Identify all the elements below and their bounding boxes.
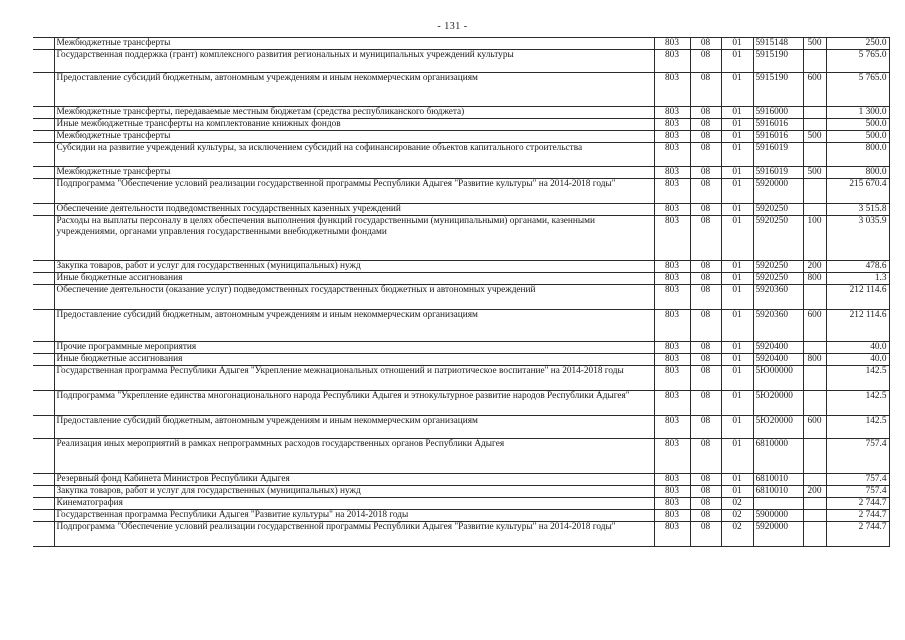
amount-cell: 1 300.0 — [826, 107, 889, 119]
expense-name-cell: Межбюджетные трансферты — [54, 131, 654, 143]
ministry-code-cell: 803 — [654, 107, 690, 119]
expense-type-cell: 500 — [803, 38, 826, 50]
amount-cell: 478.6 — [826, 261, 889, 273]
table-row — [33, 522, 889, 547]
section-code-cell: 08 — [690, 261, 721, 273]
row-spacer-cell — [33, 73, 54, 107]
expense-name-cell: Иные бюджетные ассигнования — [54, 354, 654, 366]
section-code-cell: 08 — [690, 216, 721, 261]
subsection-code-cell: 01 — [721, 50, 753, 73]
expense-type-cell — [803, 391, 826, 416]
table-row — [33, 486, 889, 498]
row-spacer-cell — [33, 510, 54, 522]
expense-type-cell — [803, 439, 826, 474]
ministry-code-cell: 803 — [654, 522, 690, 547]
ministry-code-cell: 803 — [654, 73, 690, 107]
ministry-code-cell: 803 — [654, 285, 690, 310]
target-article-cell: 5916016 — [753, 131, 803, 143]
table-row — [33, 50, 889, 73]
subsection-code-cell: 01 — [721, 416, 753, 439]
expense-name-cell: Кинематография — [54, 498, 654, 510]
table-row — [33, 273, 889, 285]
row-spacer-cell — [33, 285, 54, 310]
subsection-code-cell: 01 — [721, 73, 753, 107]
row-spacer-cell — [33, 216, 54, 261]
ministry-code-cell: 803 — [654, 354, 690, 366]
table-row — [33, 107, 889, 119]
amount-cell: 757.4 — [826, 486, 889, 498]
table-row — [33, 474, 889, 486]
ministry-code-cell: 803 — [654, 310, 690, 342]
subsection-code-cell: 01 — [721, 119, 753, 131]
ministry-code-cell: 803 — [654, 204, 690, 216]
section-code-cell: 08 — [690, 285, 721, 310]
row-spacer-cell — [33, 354, 54, 366]
target-article-cell: 6810010 — [753, 474, 803, 486]
amount-cell: 250.0 — [826, 38, 889, 50]
amount-cell: 500.0 — [826, 119, 889, 131]
section-code-cell: 08 — [690, 179, 721, 204]
ministry-code-cell: 803 — [654, 366, 690, 391]
expense-name-cell: Предоставление субсидий бюджетным, автономным учреждениям и иным некоммерческим организациям — [54, 416, 654, 439]
section-code-cell: 08 — [690, 522, 721, 547]
expense-name-cell: Государственная программа Республики Адыгея "Укрепление межнациональных отношений и патриотическое воспитание" на 2014-2018 годы — [54, 366, 654, 391]
table-row — [33, 342, 889, 354]
table-row — [33, 119, 889, 131]
subsection-code-cell: 01 — [721, 354, 753, 366]
row-spacer-cell — [33, 261, 54, 273]
ministry-code-cell: 803 — [654, 391, 690, 416]
table-row — [33, 310, 889, 342]
expense-name-cell: Подпрограмма "Обеспечение условий реализации государственной программы Республики Адыгея "Развитие культуры" на 2014-2018 годы" — [54, 179, 654, 204]
expense-type-cell: 800 — [803, 354, 826, 366]
table-row — [33, 204, 889, 216]
budget-table — [33, 37, 890, 547]
row-spacer-cell — [33, 38, 54, 50]
table-row — [33, 143, 889, 167]
row-spacer-cell — [33, 416, 54, 439]
subsection-code-cell: 01 — [721, 216, 753, 261]
table-row — [33, 167, 889, 179]
row-spacer-cell — [33, 439, 54, 474]
target-article-cell: 5916019 — [753, 143, 803, 167]
subsection-code-cell: 01 — [721, 38, 753, 50]
expense-type-cell: 500 — [803, 167, 826, 179]
target-article-cell: 6810010 — [753, 486, 803, 498]
expense-name-cell: Закупка товаров, работ и услуг для государственных (муниципальных) нужд — [54, 486, 654, 498]
target-article-cell — [753, 498, 803, 510]
subsection-code-cell: 01 — [721, 342, 753, 354]
subsection-code-cell: 02 — [721, 498, 753, 510]
expense-type-cell — [803, 107, 826, 119]
amount-cell: 800.0 — [826, 167, 889, 179]
page-number: - 131 - — [437, 21, 468, 32]
expense-name-cell: Иные бюджетные ассигнования — [54, 273, 654, 285]
target-article-cell: 5920250 — [753, 273, 803, 285]
amount-cell: 212 114.6 — [826, 285, 889, 310]
amount-cell: 2 744.7 — [826, 522, 889, 547]
target-article-cell: 5916000 — [753, 107, 803, 119]
table-row — [33, 38, 889, 50]
row-spacer-cell — [33, 522, 54, 547]
expense-name-cell: Закупка товаров, работ и услуг для государственных (муниципальных) нужд — [54, 261, 654, 273]
expense-type-cell: 600 — [803, 73, 826, 107]
table-row — [33, 510, 889, 522]
ministry-code-cell: 803 — [654, 50, 690, 73]
amount-cell: 2 744.7 — [826, 498, 889, 510]
section-code-cell: 08 — [690, 498, 721, 510]
expense-name-cell: Обеспечение деятельности (оказание услуг) подведомственных государственных бюджетных и автономных учреждений — [54, 285, 654, 310]
table-row — [33, 354, 889, 366]
subsection-code-cell: 01 — [721, 366, 753, 391]
expense-name-cell: Подпрограмма "Обеспечение условий реализации государственной программы Республики Адыгея "Развитие культуры" на 2014-2018 годы" — [54, 522, 654, 547]
section-code-cell: 08 — [690, 474, 721, 486]
ministry-code-cell: 803 — [654, 474, 690, 486]
amount-cell: 212 114.6 — [826, 310, 889, 342]
section-code-cell: 08 — [690, 342, 721, 354]
expense-name-cell: Подпрограмма "Укрепление единства многонационального народа Республики Адыгея и этнокультурное развитие народов Республики Адыгея" — [54, 391, 654, 416]
row-spacer-cell — [33, 50, 54, 73]
target-article-cell: 5915148 — [753, 38, 803, 50]
table-row — [33, 285, 889, 310]
section-code-cell: 08 — [690, 143, 721, 167]
section-code-cell: 08 — [690, 107, 721, 119]
target-article-cell: 5920000 — [753, 179, 803, 204]
expense-name-cell: Прочие программные мероприятия — [54, 342, 654, 354]
ministry-code-cell: 803 — [654, 416, 690, 439]
subsection-code-cell: 01 — [721, 474, 753, 486]
table-row — [33, 366, 889, 391]
expense-type-cell: 600 — [803, 416, 826, 439]
target-article-cell: 5900000 — [753, 510, 803, 522]
expense-name-cell: Расходы на выплаты персоналу в целях обеспечения выполнения функций государственными (муниципальными) органами, казенными учреждениями, органами управления государственными внебюджетными фондами — [54, 216, 654, 261]
amount-cell: 5 765.0 — [826, 50, 889, 73]
expense-type-cell — [803, 342, 826, 354]
amount-cell: 142.5 — [826, 391, 889, 416]
section-code-cell: 08 — [690, 119, 721, 131]
table-row — [33, 391, 889, 416]
row-spacer-cell — [33, 131, 54, 143]
row-spacer-cell — [33, 310, 54, 342]
ministry-code-cell: 803 — [654, 131, 690, 143]
target-article-cell: 5915190 — [753, 50, 803, 73]
table-row — [33, 439, 889, 474]
table-row — [33, 179, 889, 204]
target-article-cell: 5920250 — [753, 216, 803, 261]
expense-type-cell: 800 — [803, 273, 826, 285]
subsection-code-cell: 01 — [721, 439, 753, 474]
amount-cell: 5 765.0 — [826, 73, 889, 107]
row-spacer-cell — [33, 474, 54, 486]
row-spacer-cell — [33, 143, 54, 167]
amount-cell: 800.0 — [826, 143, 889, 167]
row-spacer-cell — [33, 486, 54, 498]
subsection-code-cell: 01 — [721, 131, 753, 143]
amount-cell: 40.0 — [826, 354, 889, 366]
target-article-cell: 5916016 — [753, 119, 803, 131]
row-spacer-cell — [33, 273, 54, 285]
ministry-code-cell: 803 — [654, 273, 690, 285]
subsection-code-cell: 01 — [721, 179, 753, 204]
row-spacer-cell — [33, 342, 54, 354]
amount-cell: 3 515.8 — [826, 204, 889, 216]
table-row — [33, 216, 889, 261]
expense-name-cell: Субсидии на развитие учреждений культуры, за исключением субсидий на софинансирование объектов капитального строительства — [54, 143, 654, 167]
expense-type-cell — [803, 498, 826, 510]
ministry-code-cell: 803 — [654, 38, 690, 50]
row-spacer-cell — [33, 391, 54, 416]
table-row — [33, 498, 889, 510]
amount-cell: 757.4 — [826, 474, 889, 486]
target-article-cell: 5920250 — [753, 204, 803, 216]
target-article-cell: 5920360 — [753, 285, 803, 310]
subsection-code-cell: 01 — [721, 107, 753, 119]
section-code-cell: 08 — [690, 391, 721, 416]
expense-type-cell — [803, 522, 826, 547]
expense-type-cell: 200 — [803, 486, 826, 498]
section-code-cell: 08 — [690, 131, 721, 143]
target-article-cell: 6810000 — [753, 439, 803, 474]
target-article-cell: 5920250 — [753, 261, 803, 273]
amount-cell: 2 744.7 — [826, 510, 889, 522]
row-spacer-cell — [33, 119, 54, 131]
ministry-code-cell: 803 — [654, 510, 690, 522]
expense-type-cell — [803, 143, 826, 167]
ministry-code-cell: 803 — [654, 261, 690, 273]
target-article-cell: 5Ю20000 — [753, 391, 803, 416]
expense-type-cell — [803, 119, 826, 131]
row-spacer-cell — [33, 179, 54, 204]
ministry-code-cell: 803 — [654, 119, 690, 131]
expense-type-cell — [803, 50, 826, 73]
expense-name-cell: Межбюджетные трансферты, передаваемые местным бюджетам (средства республиканского бюджета) — [54, 107, 654, 119]
section-code-cell: 08 — [690, 510, 721, 522]
section-code-cell: 08 — [690, 273, 721, 285]
section-code-cell: 08 — [690, 416, 721, 439]
target-article-cell: 5920400 — [753, 342, 803, 354]
expense-name-cell: Иные межбюджетные трансферты на комплектование книжных фондов — [54, 119, 654, 131]
expense-type-cell: 200 — [803, 261, 826, 273]
section-code-cell: 08 — [690, 50, 721, 73]
section-code-cell: 08 — [690, 73, 721, 107]
section-code-cell: 08 — [690, 486, 721, 498]
section-code-cell: 08 — [690, 439, 721, 474]
ministry-code-cell: 803 — [654, 167, 690, 179]
ministry-code-cell: 803 — [654, 143, 690, 167]
subsection-code-cell: 01 — [721, 486, 753, 498]
expense-name-cell: Резервный фонд Кабинета Министров Республики Адыгея — [54, 474, 654, 486]
expense-type-cell — [803, 179, 826, 204]
ministry-code-cell: 803 — [654, 216, 690, 261]
table-row — [33, 416, 889, 439]
amount-cell: 3 035.9 — [826, 216, 889, 261]
expense-name-cell: Предоставление субсидий бюджетным, автономным учреждениям и иным некоммерческим организациям — [54, 73, 654, 107]
section-code-cell: 08 — [690, 38, 721, 50]
section-code-cell: 08 — [690, 366, 721, 391]
table-row — [33, 131, 889, 143]
row-spacer-cell — [33, 167, 54, 179]
subsection-code-cell: 01 — [721, 285, 753, 310]
expense-type-cell — [803, 474, 826, 486]
target-article-cell: 5920360 — [753, 310, 803, 342]
section-code-cell: 08 — [690, 204, 721, 216]
subsection-code-cell: 01 — [721, 167, 753, 179]
amount-cell: 142.5 — [826, 366, 889, 391]
subsection-code-cell: 01 — [721, 273, 753, 285]
expense-type-cell — [803, 204, 826, 216]
expense-type-cell: 500 — [803, 131, 826, 143]
budget-table-body — [33, 38, 889, 547]
ministry-code-cell: 803 — [654, 439, 690, 474]
target-article-cell: 5Ю00000 — [753, 366, 803, 391]
subsection-code-cell: 01 — [721, 261, 753, 273]
amount-cell: 215 670.4 — [826, 179, 889, 204]
section-code-cell: 08 — [690, 167, 721, 179]
section-code-cell: 08 — [690, 310, 721, 342]
ministry-code-cell: 803 — [654, 342, 690, 354]
subsection-code-cell: 02 — [721, 522, 753, 547]
expense-name-cell: Реализация иных мероприятий в рамках непрограммных расходов государственных органов Республики Адыгея — [54, 439, 654, 474]
subsection-code-cell: 01 — [721, 391, 753, 416]
ministry-code-cell: 803 — [654, 179, 690, 204]
amount-cell: 1.3 — [826, 273, 889, 285]
row-spacer-cell — [33, 107, 54, 119]
ministry-code-cell: 803 — [654, 498, 690, 510]
table-row — [33, 73, 889, 107]
expense-type-cell — [803, 366, 826, 391]
target-article-cell: 5920000 — [753, 522, 803, 547]
expense-type-cell — [803, 510, 826, 522]
expense-name-cell: Межбюджетные трансферты — [54, 167, 654, 179]
subsection-code-cell: 02 — [721, 510, 753, 522]
expense-type-cell: 600 — [803, 310, 826, 342]
table-row — [33, 261, 889, 273]
expense-name-cell: Предоставление субсидий бюджетным, автономным учреждениям и иным некоммерческим организациям — [54, 310, 654, 342]
expense-name-cell: Государственная программа Республики Адыгея "Развитие культуры" на 2014-2018 годы — [54, 510, 654, 522]
subsection-code-cell: 01 — [721, 310, 753, 342]
expense-name-cell: Межбюджетные трансферты — [54, 38, 654, 50]
amount-cell: 40.0 — [826, 342, 889, 354]
amount-cell: 142.5 — [826, 416, 889, 439]
amount-cell: 757.4 — [826, 439, 889, 474]
target-article-cell: 5Ю20000 — [753, 416, 803, 439]
subsection-code-cell: 01 — [721, 143, 753, 167]
target-article-cell: 5916019 — [753, 167, 803, 179]
section-code-cell: 08 — [690, 354, 721, 366]
amount-cell: 500.0 — [826, 131, 889, 143]
row-spacer-cell — [33, 204, 54, 216]
expense-type-cell — [803, 285, 826, 310]
target-article-cell: 5915190 — [753, 73, 803, 107]
row-spacer-cell — [33, 498, 54, 510]
expense-name-cell: Обеспечение деятельности подведомственных государственных казенных учреждений — [54, 204, 654, 216]
ministry-code-cell: 803 — [654, 486, 690, 498]
expense-name-cell: Государственная поддержка (грант) комплексного развития региональных и муниципальных учреждений культуры — [54, 50, 654, 73]
subsection-code-cell: 01 — [721, 204, 753, 216]
expense-type-cell: 100 — [803, 216, 826, 261]
target-article-cell: 5920400 — [753, 354, 803, 366]
row-spacer-cell — [33, 366, 54, 391]
